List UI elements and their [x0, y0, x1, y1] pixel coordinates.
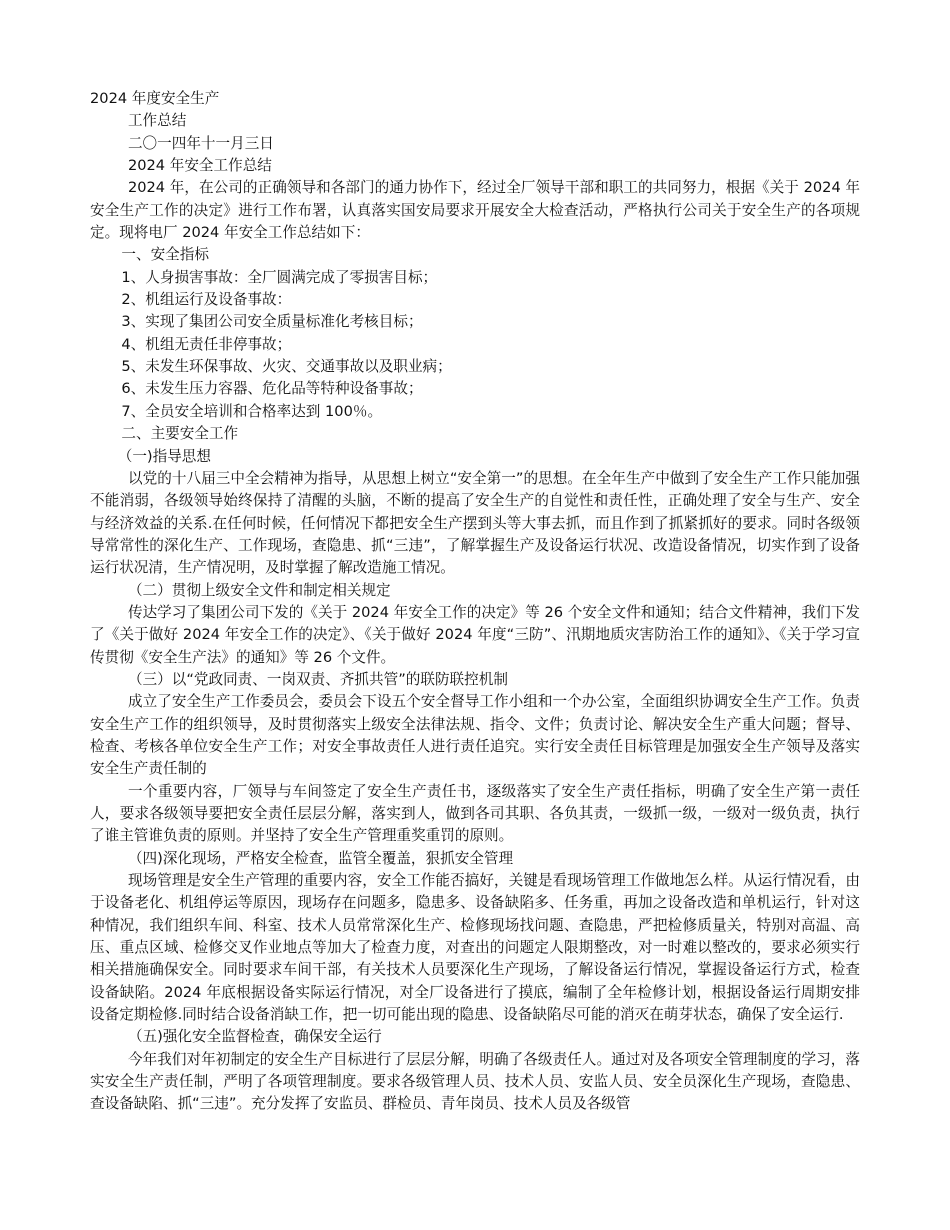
- title-line-2: 工作总结: [127, 112, 187, 130]
- document-heading: 2024 年安全工作总结: [127, 157, 272, 175]
- indicator-item: 6、未发生压力容器、危化品等特种设备事故；: [121, 380, 423, 398]
- title-line-1: 2024 年度安全生产: [90, 90, 220, 107]
- indicator-item: 4、机组无责任非停事故；: [121, 335, 292, 353]
- indicator-item: 2、机组运行及设备事故：: [121, 291, 292, 309]
- subsection-2-text: 传达学习了集团公司下发的《关于 2024 年安全工作的决定》等 26 个安全文件和通知；结合文件精神，我们下发了《关于做好 2024 年安全工作的决定》、《关于做好 2024 年度“三防”、汛期地质灾害防治工作的通知》、《关于学习宣传贯彻《安全生产法》的通知》等 26 个文件。: [90, 603, 860, 666]
- section-2-title: 二、主要安全工作: [121, 425, 239, 443]
- subsection-3-text-1: 成立了安全生产工作委员会，委员会下设五个安全督导工作小组和一个办公室，全面组织协调安全生产工作。负责安全生产工作的组织领导，及时贯彻落实上级安全法律法规、指令、文件；负责讨论、解决安全生产重大问题；督导、检查、考核各单位安全生产工作；对安全事故责任人进行责任追究。实行安全责任目标管理是加强安全生产领导及落实安全生产责任制的: [90, 693, 860, 778]
- indicator-item: 7、全员安全培训和合格率达到 100％。: [121, 402, 383, 420]
- section-1-title: 一、安全指标: [121, 246, 209, 264]
- subsection-5-text: 今年我们对年初制定的安全生产目标进行了层层分解，明确了各级责任人。通过对及各项安全管理制度的学习，落实安全生产责任制，严明了各项管理制度。要求各级管理人员、技术人员、安监人员、安全员深化生产现场，查隐患、查设备缺陷、抓“三违”。充分发挥了安监员、群检员、青年岗员、技术人员及各级管: [90, 1050, 860, 1113]
- subsection-4-text: 现场管理是安全生产管理的重要内容，安全工作能否搞好，关键是看现场管理工作做地怎么样。从运行情况看，由于设备老化、机组停运等原因，现场存在问题多，隐患多、设备缺陷多、任务重，再加之设备改造和单机运行，针对这种情况，我们组织车间、科室、技术人员常常深化生产、检修现场找问题、查隐患，严把检修质量关，特别对高温、高压、重点区域、检修交叉作业地点等加大了检查力度，对查出的问题定人限期整改，对一时难以整改的，要求必须实行相关措施确保安全。同时要求车间干部，有关技术人员要深化生产现场，了解设备运行情况，掌握设备运行方式，检查设备缺陷。2024 年底根据设备实际运行情况，对全厂设备进行了摸底，编制了全年检修计划，根据设备运行周期安排设备定期检修.同时结合设备消缺工作，把一切可能出现的隐患、设备缺陷尽可能的消灭在萌芽状态，确保了安全运行.: [90, 872, 860, 1024]
- intro-paragraph: 2024 年，在公司的正确领导和各部门的通力协作下，经过全厂领导干部和职工的共同努力，根据《关于 2024 年安全生产工作的决定》进行工作布署，认真落实国安局要求开展安全大检查活动，严格执行公司关于安全生产的各项规定。现将电厂 2024 年安全工作总结如下：: [90, 179, 860, 242]
- subsection-4-title: （四)深化现场，严格安全检查，监管全覆盖，狠抓安全管理: [127, 849, 514, 867]
- subsection-3-title: （三）以“党政同责、一岗双责、齐抓共管”的联防联控机制: [127, 670, 508, 688]
- indicator-item: 1、人身损害事故：全厂圆满完成了零损害目标；: [121, 268, 438, 286]
- indicator-item: 3、实现了集团公司安全质量标准化考核目标；: [121, 313, 423, 331]
- subsection-2-title: （二）贯彻上级安全文件和制定相关规定: [127, 581, 391, 599]
- indicator-item: 5、未发生环保事故、火灾、交通事故以及职业病；: [121, 358, 452, 376]
- subsection-3-text-2: 一个重要内容，厂领导与车间签定了安全生产责任书，逐级落实了安全生产责任指标，明确了安全生产第一责任人，要求各级领导要把安全责任层层分解，落实到人，做到各司其职、各负其责，一级抓一级，一级对一级负责，执行了谁主管谁负责的原则。并坚持了安全生产管理重奖重罚的原则。: [90, 782, 860, 845]
- subsection-1-text: 以党的十八届三中全会精神为指导，从思想上树立“安全第一”的思想。在全年生产中做到了安全生产工作只能加强不能消弱，各级领导始终保持了清醒的头脑，不断的提高了安全生产的自觉性和责任性，正确处理了安全与生产、安全与经济效益的关系.在任何时候，任何情况下都把安全生产摆到头等大事去抓，而且作到了抓紧抓好的要求。同时各级领导常常性的深化生产、工作现场，查隐患、抓“三违”，了解掌握生产及设备运行状况、改造设备情况，切实作到了设备运行状况清，生产情况明，及时掌握了解改造施工情况。: [90, 469, 860, 577]
- subsection-5-title: （五)强化安全监督检查，确保安全运行: [127, 1028, 382, 1046]
- subsection-1-title: （一)指导思想: [117, 447, 211, 465]
- document-date: 二〇一四年十一月三日: [127, 134, 274, 152]
